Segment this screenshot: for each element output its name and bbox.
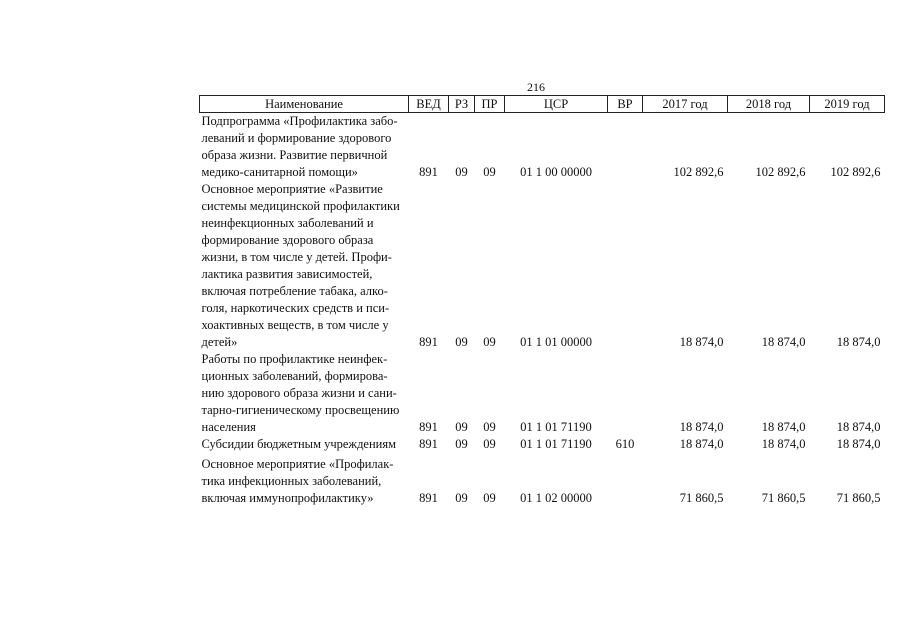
table-body	[200, 113, 885, 508]
cell-2019: 102 892,6	[830, 165, 881, 179]
name-line: детей»	[201, 335, 238, 349]
table-row	[200, 436, 885, 453]
cell-csr: 01 1 01 71190	[520, 437, 592, 451]
cell-2019: 71 860,5	[836, 491, 881, 505]
name-line: Подпрограмма «Профилактика забо-	[201, 114, 398, 128]
name-line: населения	[201, 420, 256, 434]
cell-pr: 09	[483, 491, 496, 505]
cell-name	[200, 453, 409, 507]
name-line: леваний и формирование здорового	[201, 131, 392, 145]
cell-pr: 09	[483, 437, 496, 451]
cell-2018: 71 860,5	[761, 491, 806, 505]
cell-csr: 01 1 01 71190	[520, 420, 592, 434]
cell-rz: 09	[455, 491, 468, 505]
cell-name	[200, 181, 409, 351]
table-header-row	[200, 96, 885, 113]
name-line: включая иммунопрофилактику»	[201, 491, 374, 505]
name-line: ционных заболеваний, формирова-	[201, 369, 388, 383]
cell-pr: 09	[483, 420, 496, 434]
header-vr: ВР	[608, 96, 643, 113]
header-name: Наименование	[200, 96, 409, 113]
header-2017: 2017 год	[643, 96, 728, 113]
cell-rz: 09	[455, 437, 468, 451]
name-line: жизни, в том числе у детей. Профи-	[201, 250, 392, 264]
cell-2019: 18 874,0	[836, 420, 881, 434]
cell-csr: 01 1 00 00000	[520, 165, 592, 179]
cell-pr: 09	[483, 335, 496, 349]
name-line: Основное мероприятие «Профилак-	[201, 457, 394, 471]
cell-ved: 891	[419, 335, 438, 349]
cell-ved: 891	[419, 420, 438, 434]
name-line: нию здорового образа жизни и сани-	[201, 386, 397, 400]
cell-rz: 09	[455, 165, 468, 179]
table-row	[200, 453, 885, 507]
name-line: включая потребление табака, алко-	[201, 284, 388, 298]
name-line: образа жизни. Развитие первичной	[201, 148, 388, 162]
cell-name	[200, 436, 409, 453]
header-rz: РЗ	[449, 96, 475, 113]
cell-csr: 01 1 02 00000	[520, 491, 592, 505]
cell-2018: 102 892,6	[755, 165, 806, 179]
cell-pr: 09	[483, 165, 496, 179]
table-row	[200, 113, 885, 182]
name-line: Основное мероприятие «Развитие	[201, 182, 383, 196]
header-pr: ПР	[475, 96, 505, 113]
cell-name	[200, 351, 409, 436]
cell-2017: 18 874,0	[679, 420, 724, 434]
budget-table	[199, 95, 885, 507]
cell-2019: 18 874,0	[836, 335, 881, 349]
name-line: системы медицинской профилактики	[201, 199, 400, 213]
cell-2018: 18 874,0	[761, 437, 806, 451]
cell-2017: 71 860,5	[679, 491, 724, 505]
cell-2017: 102 892,6	[673, 165, 724, 179]
name-line: формирование здорового образа	[201, 233, 374, 247]
cell-vr	[608, 113, 643, 182]
cell-2017: 18 874,0	[679, 335, 724, 349]
name-line: хоактивных веществ, в том числе у	[201, 318, 389, 332]
table-row	[200, 351, 885, 436]
cell-ved: 891	[419, 165, 438, 179]
cell-2019: 18 874,0	[836, 437, 881, 451]
cell-2018: 18 874,0	[761, 335, 806, 349]
cell-vr	[608, 453, 643, 507]
name-line: неинфекционных заболеваний и	[201, 216, 374, 230]
name-line: медико-санитарной помощи»	[201, 165, 358, 179]
cell-rz: 09	[455, 420, 468, 434]
cell-vr	[608, 351, 643, 436]
cell-csr: 01 1 01 00000	[520, 335, 592, 349]
cell-ved: 891	[419, 437, 438, 451]
name-line: голя, наркотических средств и пси-	[201, 301, 390, 315]
cell-2017: 18 874,0	[679, 437, 724, 451]
cell-vr: 610	[615, 437, 635, 451]
cell-vr	[608, 181, 643, 351]
table-row	[200, 181, 885, 351]
cell-ved: 891	[419, 491, 438, 505]
name-line: Работы по профилактике неинфек-	[201, 352, 388, 366]
cell-name	[200, 113, 409, 182]
header-csr: ЦСР	[505, 96, 608, 113]
header-ved: ВЕД	[409, 96, 449, 113]
page-number: 216	[527, 80, 545, 94]
name-line: тика инфекционных заболеваний,	[201, 474, 382, 488]
name-line: лактика развития зависимостей,	[201, 267, 373, 281]
name-line: тарно-гигиеническому просвещению	[201, 403, 400, 417]
header-2018: 2018 год	[728, 96, 810, 113]
cell-rz: 09	[455, 335, 468, 349]
name-line: Субсидии бюджетным учреждениям	[201, 437, 397, 451]
header-2019: 2019 год	[810, 96, 885, 113]
cell-2018: 18 874,0	[761, 420, 806, 434]
